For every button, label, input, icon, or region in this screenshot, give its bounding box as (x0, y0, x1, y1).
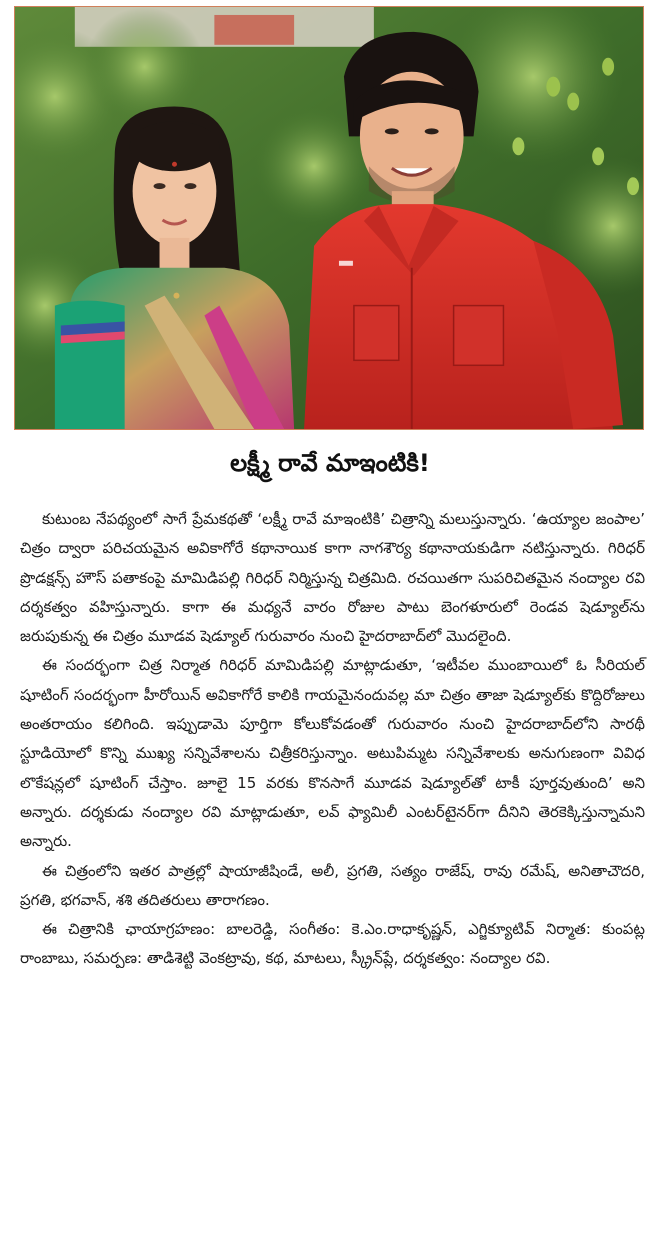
article-paragraph: ఈ చిత్రంలోని ఇతర పాత్రల్లో షాయాజీషిండే, అలీ, ప్రగతి, సత్యం రాజేష్, రావు రమేష్, అనితాచౌదరి, ప్రగతి, భగవాన్, శశి తదితరులు తారాగణం. (20, 861, 645, 909)
movie-still-photo-icon (15, 7, 643, 429)
article-body (20, 505, 645, 974)
article-paragraph: కుటుంబ నేపథ్యంలో సాగే ప్రేమకథతో ‘లక్ష్మీ రావే మాఇంటికి’ చిత్రాన్ని మలుస్తున్నారు. ‘ఉయ్యాల జంపాల’ చిత్రం ద్వారా పరిచయమైన అవికాగోరే కథానాయిక కాగా నాగశౌర్య కథానాయకుడిగా నటిస్తున్నారు. గిరిధర్ ప్రొడక్షన్స్ హౌస్ పతాకంపై మామిడిపల్లి గిరిధర్ నిర్మిస్తున్న చిత్రమిది. రచయితగా సుపరిచితమైన నంద్యాల రవి దర్శకత్వం వహిస్తున్నారు. కాగా ఈ మధ్యనే వారం రోజుల పాటు బెంగళూరులో రెండవ షెడ్యూల్‌ను జరుపుకున్న ఈ చిత్రం మూడవ షెడ్యూల్ గురువారం నుంచి హైదరాబాద్‌లో మొదలైంది. (20, 510, 645, 646)
movie-still-photo (14, 6, 644, 430)
article-paragraph: ఈ సందర్భంగా చిత్ర నిర్మాత గిరిధర్ మామిడిపల్లి మాట్లాడుతూ, ‘ఇటీవల ముంబాయిలో ఓ సీరియల్ షూటింగ్ సందర్భంగా హీరోయిన్ అవికాగోరే కాలికి గాయమైనందువల్ల మా చిత్రం తాజా షెడ్యూల్‌కు కొద్దిరోజులు అంతరాయం కలిగింది. ఇప్పుడామె పూర్తిగా కోలుకోవడంతో గురువారం నుంచి హైదరాబాద్‌లోని సారథీ స్టూడియోలో కొన్ని ముఖ్య సన్నివేశాలను చిత్రీకరిస్తున్నాం. అటుపిమ్మట సన్నివేశాలకు అనుగుణంగా వివిధ లొకేషన్లలో షూటింగ్ చేస్తాం. జూలై 15 వరకు కొనసాగే మూడవ షెడ్యూల్‌తో టాకీ పూర్తవుతుంది’ అని అన్నారు. దర్శకుడు నంద్యాల రవి మాట్లాడుతూ, లవ్ ఫ్యామిలీ ఎంటర్‌టైనర్‌గా దీనిని తెరకెక్కిస్తున్నామని అన్నారు. (20, 656, 645, 851)
article-headline: లక్ష్మీ రావే మాఇంటికి! (230, 449, 430, 477)
article-paragraph: ఈ చిత్రానికి ఛాయాగ్రహణం: బాలరెడ్డి, సంగీతం: కె.ఎం.రాధాకృష్ణన్, ఎగ్జిక్యూటివ్ నిర్మాత: కుంపట్ల రాంబాబు, సమర్పణ: తాడిశెట్టి వెంకట్రావు, కథ, మాటలు, స్క్రీన్‌ప్లే, దర్శకత్వం: నంద్యాల రవి. (20, 920, 645, 968)
